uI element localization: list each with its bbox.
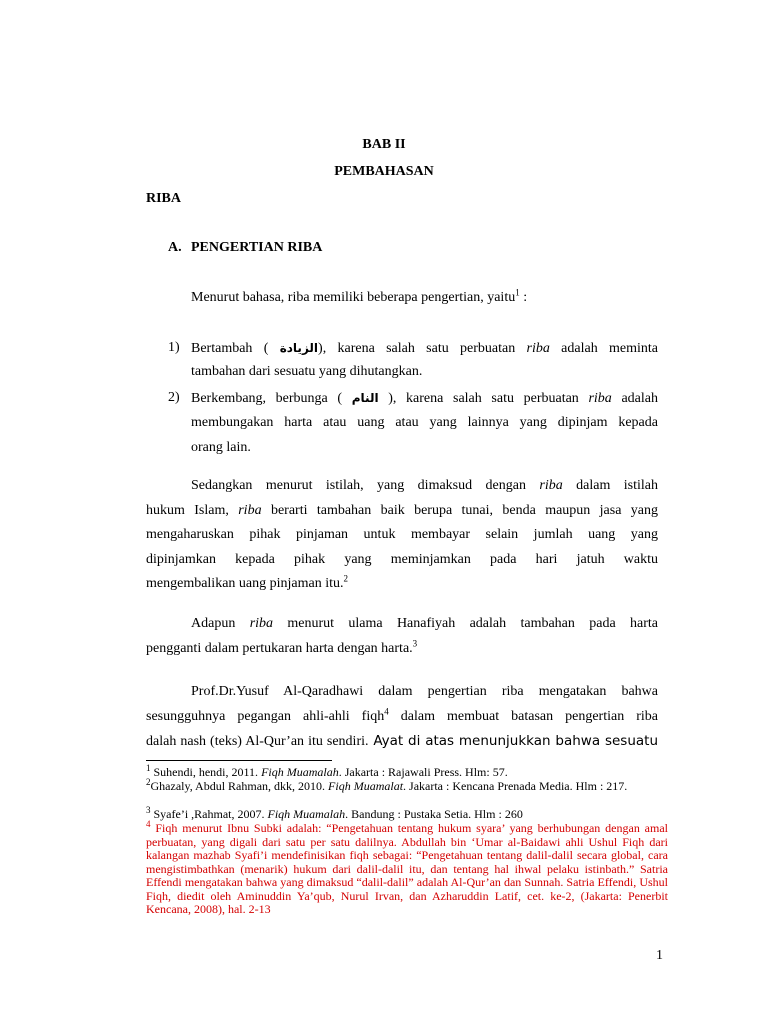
footnote-ref: 4: [384, 705, 389, 716]
text: hukum Islam,: [146, 502, 239, 518]
footnote-ref: 1: [515, 287, 520, 298]
emphasis-term: riba: [588, 391, 612, 406]
page-number: 1: [656, 948, 663, 963]
text: menurut ulama Hanafiyah adalah tambahan pada harta: [273, 616, 659, 631]
section-label: A.: [168, 240, 182, 255]
arabic-term: الزيادة: [279, 341, 319, 355]
text: Fiqh menurut Ibnu Subki adalah: “Pengetahuan tentang hukum syara’ yang berhubungan dengan amal perbuatan, yang digali dari satu per satu dalilnya. Abdullah bin ‘Umar al-Baidawi ahli Ushul Fiqh dari kalangan mazhab Syafi’i mendefinisikan fiqh sebagai: “Pengetahuan tentang dalil-dalil secara global, cara mengistimbathkan (menarik) hukum dari dalil-dalil itu, dan tentang hal ihwal pelaku istinbath.” Satria Effendi mengatakan bahwa yang dimaksud “dalil-dalil” adalah Al-Qur’an dan Sunnah. Satria Effendi, Ushul Fiqh, diedit oleh Aminuddin Ya’qub, Nurul Irvan, dan Azharuddin Latif, cet. ke-2, (Jakarta: Penerbit Kencana, 2008), hal. 2-13: [146, 821, 668, 916]
paragraph-line: [146, 729, 658, 755]
list-item-line: [191, 336, 658, 362]
paragraph-line: Prof.Dr.Yusuf Al-Qaradhawi dalam pengertian riba mengatakan bahwa: [191, 684, 658, 699]
list-number: 2): [168, 390, 180, 405]
chapter-number: BAB II: [362, 137, 406, 152]
text: Adapun: [191, 616, 250, 631]
emphasis-term: riba: [539, 478, 563, 493]
text: pengganti dalam pertukaran harta dengan harta.: [146, 640, 413, 656]
book-title: Fiqh Muamalat: [328, 779, 404, 793]
list-text: adalah: [611, 391, 658, 406]
text: Syafe’i ,Rahmat, 2007.: [150, 807, 268, 821]
arabic-term: النام: [351, 391, 379, 405]
emphasis-term: riba: [238, 502, 262, 518]
paragraph-line: dipinjamkan kepada pihak yang meminjamkan pada hari jatuh waktu: [146, 551, 658, 567]
text: Ayat di atas menunjukkan bahwa sesuatu: [368, 733, 658, 750]
paragraph-line: [146, 499, 658, 524]
emphasis-term: riba: [526, 341, 550, 356]
text: dalam istilah: [562, 478, 658, 493]
footnote-number: 1: [146, 763, 151, 773]
paragraph: [146, 612, 658, 661]
section-title: PENGERTIAN RIBA: [191, 240, 323, 255]
text: Ghazaly, Abdul Rahman, dkk, 2010.: [150, 779, 329, 793]
paragraph-line: [146, 612, 658, 637]
text: Sedangkan menurut istilah, yang dimaksud dengan: [191, 478, 540, 493]
text: Suhendi, hendi, 2011.: [150, 765, 262, 779]
text: . Bandung : Pustaka Setia. Hlm : 260: [345, 807, 523, 821]
footnote-4: [146, 819, 668, 917]
text: dalah nash (teks) Al-Qur’an itu sendiri.: [146, 734, 369, 750]
footnote-number: 4: [146, 819, 151, 829]
book-title: Fiqh Muamalah: [261, 765, 339, 779]
list-text: ), karena salah satu perbuatan: [318, 341, 527, 356]
paragraph-line: [146, 572, 658, 597]
text: sesungguhnya pegangan ahli-ahli fiqh: [146, 708, 385, 724]
footnote-ref: 2: [343, 573, 349, 584]
footnote-1: [146, 763, 668, 780]
text: . Jakarta : Rajawali Press. Hlm: 57.: [338, 765, 508, 779]
text: mengembalikan uang pinjaman itu.: [146, 576, 344, 592]
footnote-number: 2: [146, 777, 151, 787]
chapter-title: PEMBAHASAN: [334, 164, 434, 179]
list-text: adalah meminta: [549, 341, 658, 356]
footnote-2: [146, 777, 668, 794]
intro-tail: :: [519, 290, 528, 305]
list-number: 1): [168, 340, 180, 355]
text: . Jakarta : Kencana Prenada Media. Hlm : 217.: [403, 779, 628, 793]
text: berarti tambahan baik berupa tunai, benda maupun jasa yang: [261, 502, 659, 518]
paragraph-line: [146, 705, 658, 730]
paragraph-line: [146, 474, 658, 499]
footnote-3: [146, 805, 668, 822]
list-item-line: membungakan harta atau uang atau yang lainnya yang dipinjam kepada: [191, 415, 658, 430]
list-item-line: tambahan dari sesuatu yang dihutangkan.: [191, 364, 423, 379]
paragraph: [146, 474, 658, 597]
list-text: Bertambah (: [191, 341, 280, 356]
paragraph-line: mengaharuskan pihak pinjaman untuk membayar selain jumlah uang yang: [146, 527, 658, 543]
emphasis-term: riba: [249, 616, 274, 631]
book-title: Fiqh Muamalah: [267, 807, 346, 821]
list-item-line: [191, 386, 658, 412]
text: dalam membuat batasan pengertian riba: [388, 708, 658, 724]
topic-heading: RIBA: [146, 191, 182, 206]
footnote-number: 3: [146, 805, 151, 815]
paragraph-line: [146, 637, 658, 662]
footnote-ref: 3: [412, 637, 418, 648]
intro-line: [191, 289, 527, 307]
footnote-divider: [146, 760, 332, 761]
paragraph: [146, 680, 658, 755]
list-text: Berkembang, berbunga (: [191, 391, 352, 406]
intro-text: Menurut bahasa, riba memiliki beberapa pengertian, yaitu: [191, 290, 516, 305]
list-text: ), karena salah satu perbuatan: [378, 391, 589, 406]
list-item-line: orang lain.: [191, 440, 251, 455]
